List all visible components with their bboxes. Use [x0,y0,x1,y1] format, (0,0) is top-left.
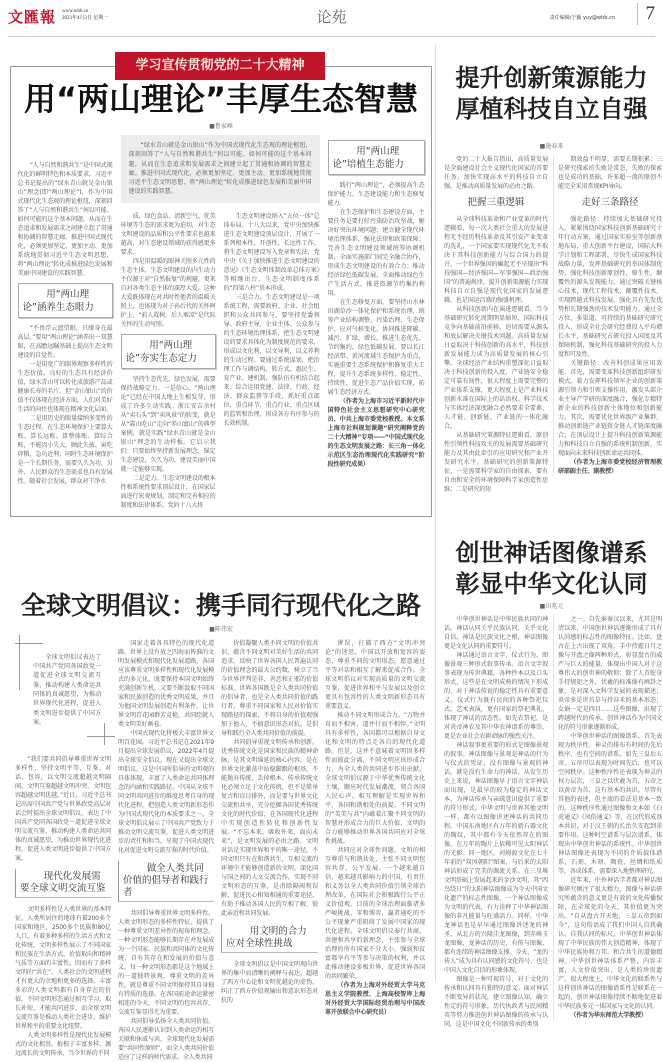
article-columns [10,639,432,1062]
paragraph: 文明多样性是人类世界的基本特征。人类所居住的地球有着200多个国家和地区，2500多个民族和80亿人口，有着多种多样的生活方式和文化传统，文明多样性展示了不同国家和民族在生活方式、价值取向和精神气质等方面的丰富性，因而有了多样文明的“共在”。人类社会的文明进程才有更大的余地和更多的选择。丰富多彩的人类文明都有自身存在的价值，不同文明形态通过相互学习，取长补短，才能共同进步，而全球文明交流互鉴是推动人类社会进步，维护世界和平的重要文化纽带。 [15,906,111,1031]
article-columns [440,615,663,1029]
paragraph: “人与自然和谐共生”是中国式现代化的鲜明特色和本质要求。习近平总书记提出的“绿水青山就是金山银山”理念(即“两山理论”)，作为中国式现代化生态观的理论枢纽，深刻回答了“人与自然和谐共生”何以可能、如何可能的这个基本问题，从而在生态追求和发展需求之间建立起了贯通和协调的智慧走廊。推进中国式现代化，必须更加坚定、更加主动、更加系统地贯彻习近平生态文明思想，将“两山理论”转化成推进绿色发展和美丽中国建设的实践智慧。 [17,162,113,277]
paragraph: “不畏浮云遮望眼，只缘身在最高层。”要用“两山理论”涵养出一双慧眼，在高瞻远瞩基础上提高生态文明建设的自觉性。 [17,325,113,359]
newspaper-logo: 文匯報 [8,8,57,26]
topic-banner: 学习宣传贯彻党的二十大精神 [115,52,325,80]
paragraph: 强化路径：持续加大基础研究投入，紧紧围绕国家科技创新基础研究十年行动方案，通过国家实验室等创新基地布局，重大创新平台建设，国际大科学计划和工程部署，尽快生成国家科技战略力量，发挥基础研究的举国体制优势，强化科技创新原创性、原生性，颠覆性的源头发现能力。通过突破关键核心技术，现代工程技术，颠覆性技术，实现跨越式科技发展，强化具有先发优势和长期强劲的技术发明能力。通过全方位、多渠道、可持续的基础研究研究投入，形成全社会研究经费投入平均增长水平，基础研究占研究投入国度及其保障机制，强化科技基础研究的投入力度和可及性。 [558,216,662,358]
article-columns [440,155,663,494]
author-note: （作者为上海市委党校经济管理教研部副主任、副教授） [558,459,662,475]
article-frame [10,58,432,517]
author-note: （作者为上海对外经贸大学马克思主义学院教授、上海高校智库上海对外经贸大学国际经贸治理与中国改革开放联合中心研究员） [325,981,425,1016]
article-column [15,639,111,1058]
paragraph: 从科技创新内在演进逻辑看，当今基础研究转化周期明显缩短，国际科技竞争向基础前沿前移，迫切需要从源头和底层解决关键技术问题。高质量发展日益取决于科技创新的高水平，科技创新发展能力成为高质量发展的核心引擎。全球经济产业结构重塑深化日益取决于科技创新的投入度，产业链安全稳定可靠有韧性，很大程度上需要完整的产业体系支撑，更大程度上是产业科技创新水准在国际上的话语权。科学技术与实体经济深度融合必然要求全要素、人才链、创新链、产业链的一体化融合。 [444,306,548,430]
paragraph: 践行“两山理论”，必须提高生态保护能力、生态建设能力和生态修复能力。 [327,182,425,207]
article-column [224,212,320,428]
left-articles [10,52,432,1062]
issue-date: 2023年4月3日 星期一 [62,16,109,21]
paragraph: 神话叙事更重要的形式是图像景观的叙事。神话图像与景观是神话的行为与仪式的凭证，没有图像与景观的神话，就是没有生命力的神话。从发生历史上来说，神话图像早于语言文字神话而出现，是最早的较为稳定的神话文本，为神话传承与亲疏意识提供了重要的符号形式。中华文明与世界其他文明一样，都有以图像讲述神话的共同历程。中国东南地区有万年的新石器文化的陶纹，其中都有今天依然存在的图像。在万年的陶片上依稀可见太阳神话的光影。同一地区，河姆渡文化在七千年前的“双凤朝阳”图案，与后来的太阳神话形成了完美的源流关系。在三星堆文明基础上发展起来的金沙文明，其“四鸟绕日”的太阳神话图像成为今天中国文化遗产的标志性图像。一个神话图像成为文明的代表，有力诠释了中华神话图像的非凡能量与旺盛活力。同样，中华龙神话也是早早通过图像讲述龙的神圣，从北方的兴隆洼龙图像，到赤峰玉龙图像，龙神话的历史，有传与图像，都有连续的神话图像支撑。今天，“龙的传人”成为具有认同感的文化符号，也是中国人文化自信的形象体现。 [444,742,548,974]
editor-credit: 责任编辑/于颖 yuy@whb.cn [549,15,615,21]
paragraph: 国家走着各具特色的现代化道路。世界上没有放之四海而皆准的文明发展模式和现代化发展道路，各国应该尊重文明多样性和现代化发展模式的多元化，既要保持本国文明始终充满创新生机，又要不断汲取不同国家和民族创造的优秀文明成果，并且为他国文明发展创造有利条件，让世界文明百花园群芳竞艳，共同绘就人类文明美好画卷。 [118,639,214,728]
article-byline: ■陈伟宏 [209,625,233,633]
header-divider [8,36,655,37]
subheading: 现代化发展需要全球文明交流互鉴 [15,869,111,898]
article [10,589,432,1062]
subheading: 用“两山理论”夯实生态定力 [121,334,216,369]
paragraph: 一是用宽广的眼界观察多样性的生态价值。良好的生态具有经济价值，绿水青山可以转化成旅游产品或健康长寿的名片。但“金山银山”的价值不仅体现在经济方面，人们对美好生活的向往也体现在精神文化层面。 [17,361,113,413]
article-byline: ■田兆元 [539,603,564,610]
article-headline: 用“两山理论”丰厚生态智慧 [23,80,419,118]
quote-corner-line [15,643,43,644]
subheading: 用文明的合力应对全球性挑战 [221,924,318,953]
paragraph: 推动不同文明形成合力。“万物并育而不相害，道并行而不相悖。”文明具有多样性，各国都可以根据自身文化和文明的特点走各自的现代化道路。但是，这并不意味着文明因多样性而彼此分离，不同文明应该形成合力，为全人类的共同进步作出贡献。全球文明倡议源于中华优秀传统文化土壤，顺应时代发展潮流，契合各国人民心声。相互理解是实现世界和平、各国和谐相处的前提，不同文明的“美美与共”内蕴着汇聚不同文明的智慧并形成合力的巨大价值，文明的合力能够推动世界各国共同应对全球性挑战。 [325,711,425,845]
page-number: 7 [637,3,656,25]
paragraph: 质、绿色食品、清新空气、优美环境等生态的需求更为迫切，对生态文明建设的品质和公平性要求也越来越高，对生态建设领域的获得感更多要求。 [120,212,216,256]
right-articles [440,62,663,1029]
author-note: （作者为华东师范大学教授） [570,1012,647,1019]
section-title: 论苑 [316,8,347,26]
article-columns [15,135,427,510]
paragraph: 图像是一种可视符号，对于文化的传承和认同具有独特的意义。面对神话不断变异的状况，建立图像认知，确立性定的符号形象，历代执政者与民间精英等努力推进创世神话图像的传承与认同，这是中国文化不同新传承的类别 [444,976,548,1028]
article-byline: ■鲁家峰 [209,123,233,130]
article-headline [440,62,663,124]
subheading: 用“两山理论”涵养生态眼力 [18,283,113,318]
article-headline: 全球文明倡议：携手同行现代化之路 [20,590,421,620]
subheading: 用“两山理论”培植生态能力 [328,140,425,175]
paragraph: 三是合力。生态文明建设是一项系统工程，需要政府、企业、社会组织和公众共同参与。要坚持党委领导、政府主导、企业主体、公众参与的生态环境治理体系，把生态文明建设的要求具体化为制度规范的要求，形成以文化利，以文导利，以义养利的生动过程。要通过系统谋划，把治理工作与调结构、转方式、惠民生、育产业、建机制，强队伍有机结合起来；综合运用党建、法律、行政、经济、群众监督等手段，抓好重点部位、重点环节、重点行业、重点区域的监管和治理，形成各方有序参与的长效机制。 [223,293,320,427]
article-column [328,135,425,469]
paragraph: 党的二十大报告指出，高质量发展是全面建设社会主义现代化国家的首要任务。加快实现高水平的科技自立自强，是推动高质量发展的必由之路。 [444,156,548,190]
paragraph: 近年来，中外神话学者都对神话图像研究倾注了很大精力，图像与神话研究所蕴含的意义更是有效的文化传播保障，在全球化的今天，其价值更为突出。“自从盘古开天地，三皇五帝到如今”，这句俗语成了我们中国人自我确认、自我认同的标尺。中华创世神话体现了中华民族的伟大创造精神，体现了中华民族协和万邦，和合共生的道德精神。中华创世神话体系严整，内容丰富，人文价值突出，是人类的珍贵遗产。很大程度上，中华文化的联系性与这样创世神话的图像谱系性是联系在一起的，创世神话图像持续不断地促进着中华民族多元一体国家与文化的认同。 [558,877,662,1010]
article-column [18,161,113,486]
paragraph: 共同倡导尊重世界文明多样性。人类文明形态的多样性特征，提供了一种尊重文明差异性的视角和理念。一种文明形态能够长期存在并发展成为一个国家、民族和共同体的文化传统，自有其存在和发展的价值与意义。每一种文明形态都是这个地域上的一道独特景观，尊重文明的差异性，就是尊重不同文明保持其自身独有特质的选择。在各国前途命运紧密相连的今天，不同文明的包容共存、交流互鉴显得尤为重要。 [118,909,214,1016]
quote-corner-line [87,736,115,737]
subheading: 走好三条路径 [581,197,639,208]
paragraph: 在生态修复方面，要坚持山水林田湖草沙一体化保护和系统治理，统筹产业结构调整、污染治理、生态保护、应对气候变化，协同推进降碳、减污、扩绿、增长，推进生态优先、节约集约、绿色低碳发展。要以长江经济带、黄河流域生态保护为重点，实施重要生态系统保护和修复重大工程，提升生态系统多样性、稳定性、持续性，促进生态产品价值实现，拓展生态经济方式。 [327,299,425,396]
article-column [118,639,214,1062]
column-divider [435,45,436,981]
article-byline: ■施春来 [539,143,564,150]
paragraph: 四是用温暖的眼神关照多元性的生态主体。生态文明建设的内生动力不仅源于对“自然报复”的规避，更来自对各类生态主体的深厚大爱。这种大爱既体现在对共时性他者的温暖关照上，也体现为对子孙后代的关怀呵护上，“前人栽树，后人乘凉”是代际关怀的生动写照。 [120,257,216,328]
paragraph: 关键路径：改善科创成果应用效能。首先，需要变革科技创新组织研发模式。着力发挥科技领军企业的创新策源引领力和引领支撑作用，激发头部企业主导产学研的深度融合，强化专精特新企业的科技创新主体地位和创新能力。其次，需要优化世界级产业集群，推动创新链产业链资金链人才链深度融合，在顶层设计上提升科技创新策源能力和科技自立自强的系统机制创新，实现面向未来科技创新命运共同体。 [558,360,662,457]
article [440,62,663,494]
author-note: （作者为上海市习近平新时代中国特色社会主义思想研究中心研究员、中共上海市委党校教授。本文系上海市社科规划课题“研究阐释党的二十大精神”专项——“中国式现代化的生态文明发展之路：长三角一体化示范区生态治理现代化实践研究”阶段性研究成果） [327,398,425,468]
paragraph: 从基础研究策源特征逻辑看，原创性引领性科技攻关的发展需要基础研究能力及其由此牵引的应用研究和产业开发研究水平。基础研究的创新策源特征，一是需要科学家的自由探索，要有自由和安全的环境保障科学家创造性思维；二是研究的短 [444,432,548,493]
article-headline [440,537,663,599]
paragraph: 期效益不明显，需要长期积累；三是研究探索的失败是常态，失败的探索也是成功的基础，许多超一流的原创不能完全采用常规KPI导向。 [558,156,662,190]
pull-quote [15,639,111,741]
paragraph: 之一。自先秦秦汉以来，尤其是明清以来，中国创世神话逐渐形成了具有认同感的标志性的图像特征。比如，盘古在上古出现了双角，手中持握日月之像与开盘之像两种形式，彰显盘古的威严与巨大的能量，体现出中国人对于这尊伟大的创世神的敬仰；除了人首蛇身手持规矩之外，伏羲的标准像有画卦之象，是对深入文科学发展的表现描述；炎帝多是世首草与持谷禾的基本形态；女娲一定是四目……这些图像，出现了跨越时代的传承。创世神话作为中国文化的符号形象逐渐形成。 [558,616,662,731]
article-column [553,615,662,1020]
paragraph: 中国式现代化将极大丰富世界文明百花园。习近平总书记在2021年9月提出全球发展倡议，2022年4月提出全球安全倡议，现在又提出全球文明倡议，这是中国所倡导的文明观的具体体现，丰富了人类命运共同体理念的内涵和实践路径。中国从全球不同文明共同进步的维度思考自身的现代化进程，把创造人类文明新形态作为中国式现代化的本质要求之一。全球文明倡议展示了中国共产党致力于推动文明交流互鉴，促进人类文明进步的责任和担当，呈现了中国式现代化对促进文明交流互鉴的时代价值。 [118,729,214,854]
paragraph: 二是定力。生态文明建设的根本性和系统性要求顶层设计，在国家层面进行宏观规划，制定和完善相应的制度和法律体系。党的十八大将 [120,474,216,509]
quote-corner-line [104,723,105,745]
article-column [553,155,662,476]
paragraph: 全球文明倡议是中国文明观向世界的集中而清晰的阐释与表达，超越了西方中心论和文明优越论的虚伪，纠正了西方价值观输出和意识形态对抗的 [221,960,318,1004]
paragraph: 二是用历史的眼量接纳多变性的生态过程。在生态环境保护上要算大账、算长远账、算整体账、算综合账，不能因小失大、顾此失彼、寅吃卯粮、急功近利；同时生态环境保护是一个长期任务，需要久久为功。另外，人民群众的生态需求也具有发展性。随着社会发展，群众对干净水 [17,415,113,485]
subheading: 把握三重逻辑 [467,197,525,208]
article-column [444,615,548,1029]
paragraph: 价值凝聚人类不同文明的价值共识，蕴含不同文明对美好生活的共同追求，反映了世界各国人民普遍认同的价值理念的最大公约数，树立了当今世界评判是非、善恶和正邪的价值标准。世界各国既是全人类共同价值的倡导者，也是全人类共同价值的践行者。尊重不同国家和人民对价值实现路径的探索，不将自身的价值观强加于他人，不搞意识形态对抗，是倡导和践行全人类共同价值的前提。 [221,639,318,737]
pull-quote: “绿水青山就是金山银山”作为中国式现代化生态观的理论枢纽，深刻回答了“人与自然和谐共生”何以可能、如何可能的这个基本问题，从而在生态追求和发展需求之间建立起了贯通和协调的智慧走廊。推进中国式现代化，必须更加坚定、更加主动、更加系统地贯彻习近平生态文明思想，将“两山理论”转化成推进绿色发展和美丽中国建设的实践智慧。 [121,135,320,203]
paragraph: 中华创世神话的图像谱系，首先表现为秩序性。神灵的排布有时间的先后秩序，也有空间的谱系。如先三皇后五帝，五帝可以表现为时间先后，也可以空间秩序。这种秩序性还表现为神灵的权力层次，三皇之以伏羲为首，五帝之以黄帝为首，这有基本的共识。尽管有其他的表述，但主流的看法是基本一致的。这种秩序性通过图像和文本如《白虎通义》《风俗通义》等，在汉代形成基本共识，对于汉王朝的长治久安起到重要作用。这种时空谱系与层次谱系，体现出中华创世神话的系统性。中华创世神话图像还表现为不同的介质载体谱系，石刻、木刻、陶瓷、丝绸和纸质等，各成体系，需要深入地整理研究。 [558,733,662,875]
paragraph: 共同倡导弘扬全人类共同价值。各国人民逐渐认识到人类命运的相互关联和休戚与共，全球现代化发展需要“共同性原则”，而全人类共同价值适应了这样的时代需求。全人类共同 [118,1017,214,1061]
paragraph: 神话通过语言文字、仪式行为、图像景观三种形式叙事传承。语言文字叙事表现为传世典籍，各种抄本以及口头形式，这些是在文明成熟的情况下形成的，对于神话传说的稳定性具有重要意义。仪式行为既有民间的各种祭祀仪式、艺术表演，更有国家的祭祀典礼，体现了神话的活态性。如先农祭祀，是对炎帝神农及其中华农神谱系的尊崇，更是农业社会农耕命脉的强烈关注。 [444,652,548,740]
article-column [121,212,216,510]
website-url[interactable]: www.whb.cn [62,9,89,14]
paragraph: 生态文明建设纳入“五位一体”总体布局。十八大以来，党中央加快推进生态文明建设顶层设计，开展了一系列根本性、开创性、长远性工作。将生态文明建设写入党章和宪法，党中央《关于加快推进生态文明建设的意见》《生态文明体制改革总体方案》等相继出台，生态文明制度体系的“四梁八柱”基本形成。 [223,212,320,292]
paragraph: 谬误，打破了西方“文明冲突论”的迷思。中国以开放和宽容的姿态，尊重不同的文明形态，愿意通过平等对话和相互了解来促成合作。全球文明倡议对实现高质量的文明交流互鉴，促进世界和平与发展以及创立更具有包容性的人类文明新形态具有重要意义。 [325,639,425,710]
paragraph: 共同应对全球性问题。文明的相互尊重与和谐共处，主张不同文明包容共存、公平发展。一个越来越自信，越来越具影响力的中国，有责任和义务以全人类共同价值引领全球治理改革，在国际社会积极践行公平正义价值观。目前的全球治理面临诸多严峻挑战，零和博弈、赢者通吃的不公平现象严重阻碍了发展中国家的现代化进程。全球文明倡议奉行共商、共建和共享的新理念，主张参与全球治理的所有国家不分大小、强弱和贫富都享有平等参与决策的权利，并以此推动建设多极世界，促进世界各国的共同繁荣。 [325,846,425,980]
paragraph: 中华创世神话是中华民族共同的神话。神话认同关乎民族认同，关乎文化自信。神话是民族文化之根，神话图像更是文化认同的重要符号。 [444,616,548,650]
article [440,537,663,1029]
paragraph: 人类文明多样性是现代化发展模式的文化根基。植根于丰富多样、源远流长的文明传承，当今世界的不同 [15,1032,111,1058]
headline-line: 厚植科技自立自强 [455,94,648,123]
paragraph: 在生态保护和生态建设方面，主要任务是要打好污染防治攻坚战，解决好突出环境问题；建立健全现代环境治理体系，强化法律和政策保障；完善生态文明建设领域统筹协调机制，全面实施部门间完全融合协作，形成生态文明建设的有效合力；推动经济绿色低碳发展，全面推动绿色生产生活方式，推进资源节约集约利用。 [327,209,425,297]
paragraph: 从全球科技革命和产业变革的时代逻辑看，每一次人类社会重大的发展进程无不经历科技革命及其引发产业变革的洗礼，一个国家要实现现代化无不取决于其科技创新能力与综合国力的提升。一个世界强国的崛起无不呈现出“科技强国—经济强国—军事强国—政治强国”的普遍规律。提升创新策源能力实现科技自立自强是现代化国家的发展逻辑，也是国运昌盛的强盛机理。 [444,216,548,304]
pull-quote-text: 全球文明倡议表达了中国共产党同各国政党一道促进全球文明交流互鉴，推动构建人类命运共同体的真诚愿望，为推动世界现代化进程，促进人类文明进步提供了中国方案。 [33,653,101,726]
article-column [221,639,318,1005]
subheading: 做全人类共同价值的倡导者和践行者 [118,861,214,902]
paragraph: “我们要共同倡导尊重世界文明多样性，坚持文明平等、互鉴、对话、包容，以文明交流超越文明隔阂、文明互鉴超越文明冲突、文明包容超越文明优越。”近日，习近平总书记出席中国共产党与世界政党高层对话会时提出全球文明倡议，表达了中国共产党同各国政党一道促进全球文明交流互鉴，推动构建人类命运共同体的真诚愿望，为推动世界现代化进程，促进人类文明进步提供了中国方案。 [15,756,111,863]
paragraph: 坚持生态优先、绿色发展，需要保持战略定力。一是信心。“两山理论”已经在中国大地上生根发芽，形成了许多生动实践。浙江安吉余村从“卖石头”到“卖风景”的转变，就是从“靠山吃山”走向“养山富山”的典型案例，就是实践“绿水青山就是金山银山”理念的生动样板。它启示我们：只要始终坚持新发展理念，锚定生态建设，久久为功，建设美丽中国就一定能够实现。 [120,375,216,473]
headline-line: 创世神话图像谱系 [455,538,648,567]
headline-line: 彰显中华文化认同 [455,569,648,598]
paragraph: 共同倡导重视文明传承和创新。优秀传统文化是国家和民族的精神命脉，是其文明绵延的核心内容，是在世界文化激荡中站稳脚跟的根基，不能抛弃传统、丢掉根本。传承传统文化必须立足于文化传统，但不是简单复古和盲目排外，而是要与世界文化交流和共享，充分挖掘各国优秀传统文化的时代价值，在各国现代化进程中实现创造性转化和创新性发展。“不忘本来、吸收外来、面向未来”，是文明发展的必由之路。文明对话是实现世界和平的唯一途径，不同文明只有在和谐共生，互相交流的环境中才能够创造新的文明。深化国与国之间的人文交流合作，实现不同文明形态的互鉴，是消除隔阂和误解，促进民心相知相通的重要途径，有助于推动各国人民的互相了解，彼此亲近和共同发展。 [221,738,318,917]
headline-line: 提升创新策源能力 [455,63,648,92]
article-column [444,155,548,494]
article-column [325,639,425,1017]
